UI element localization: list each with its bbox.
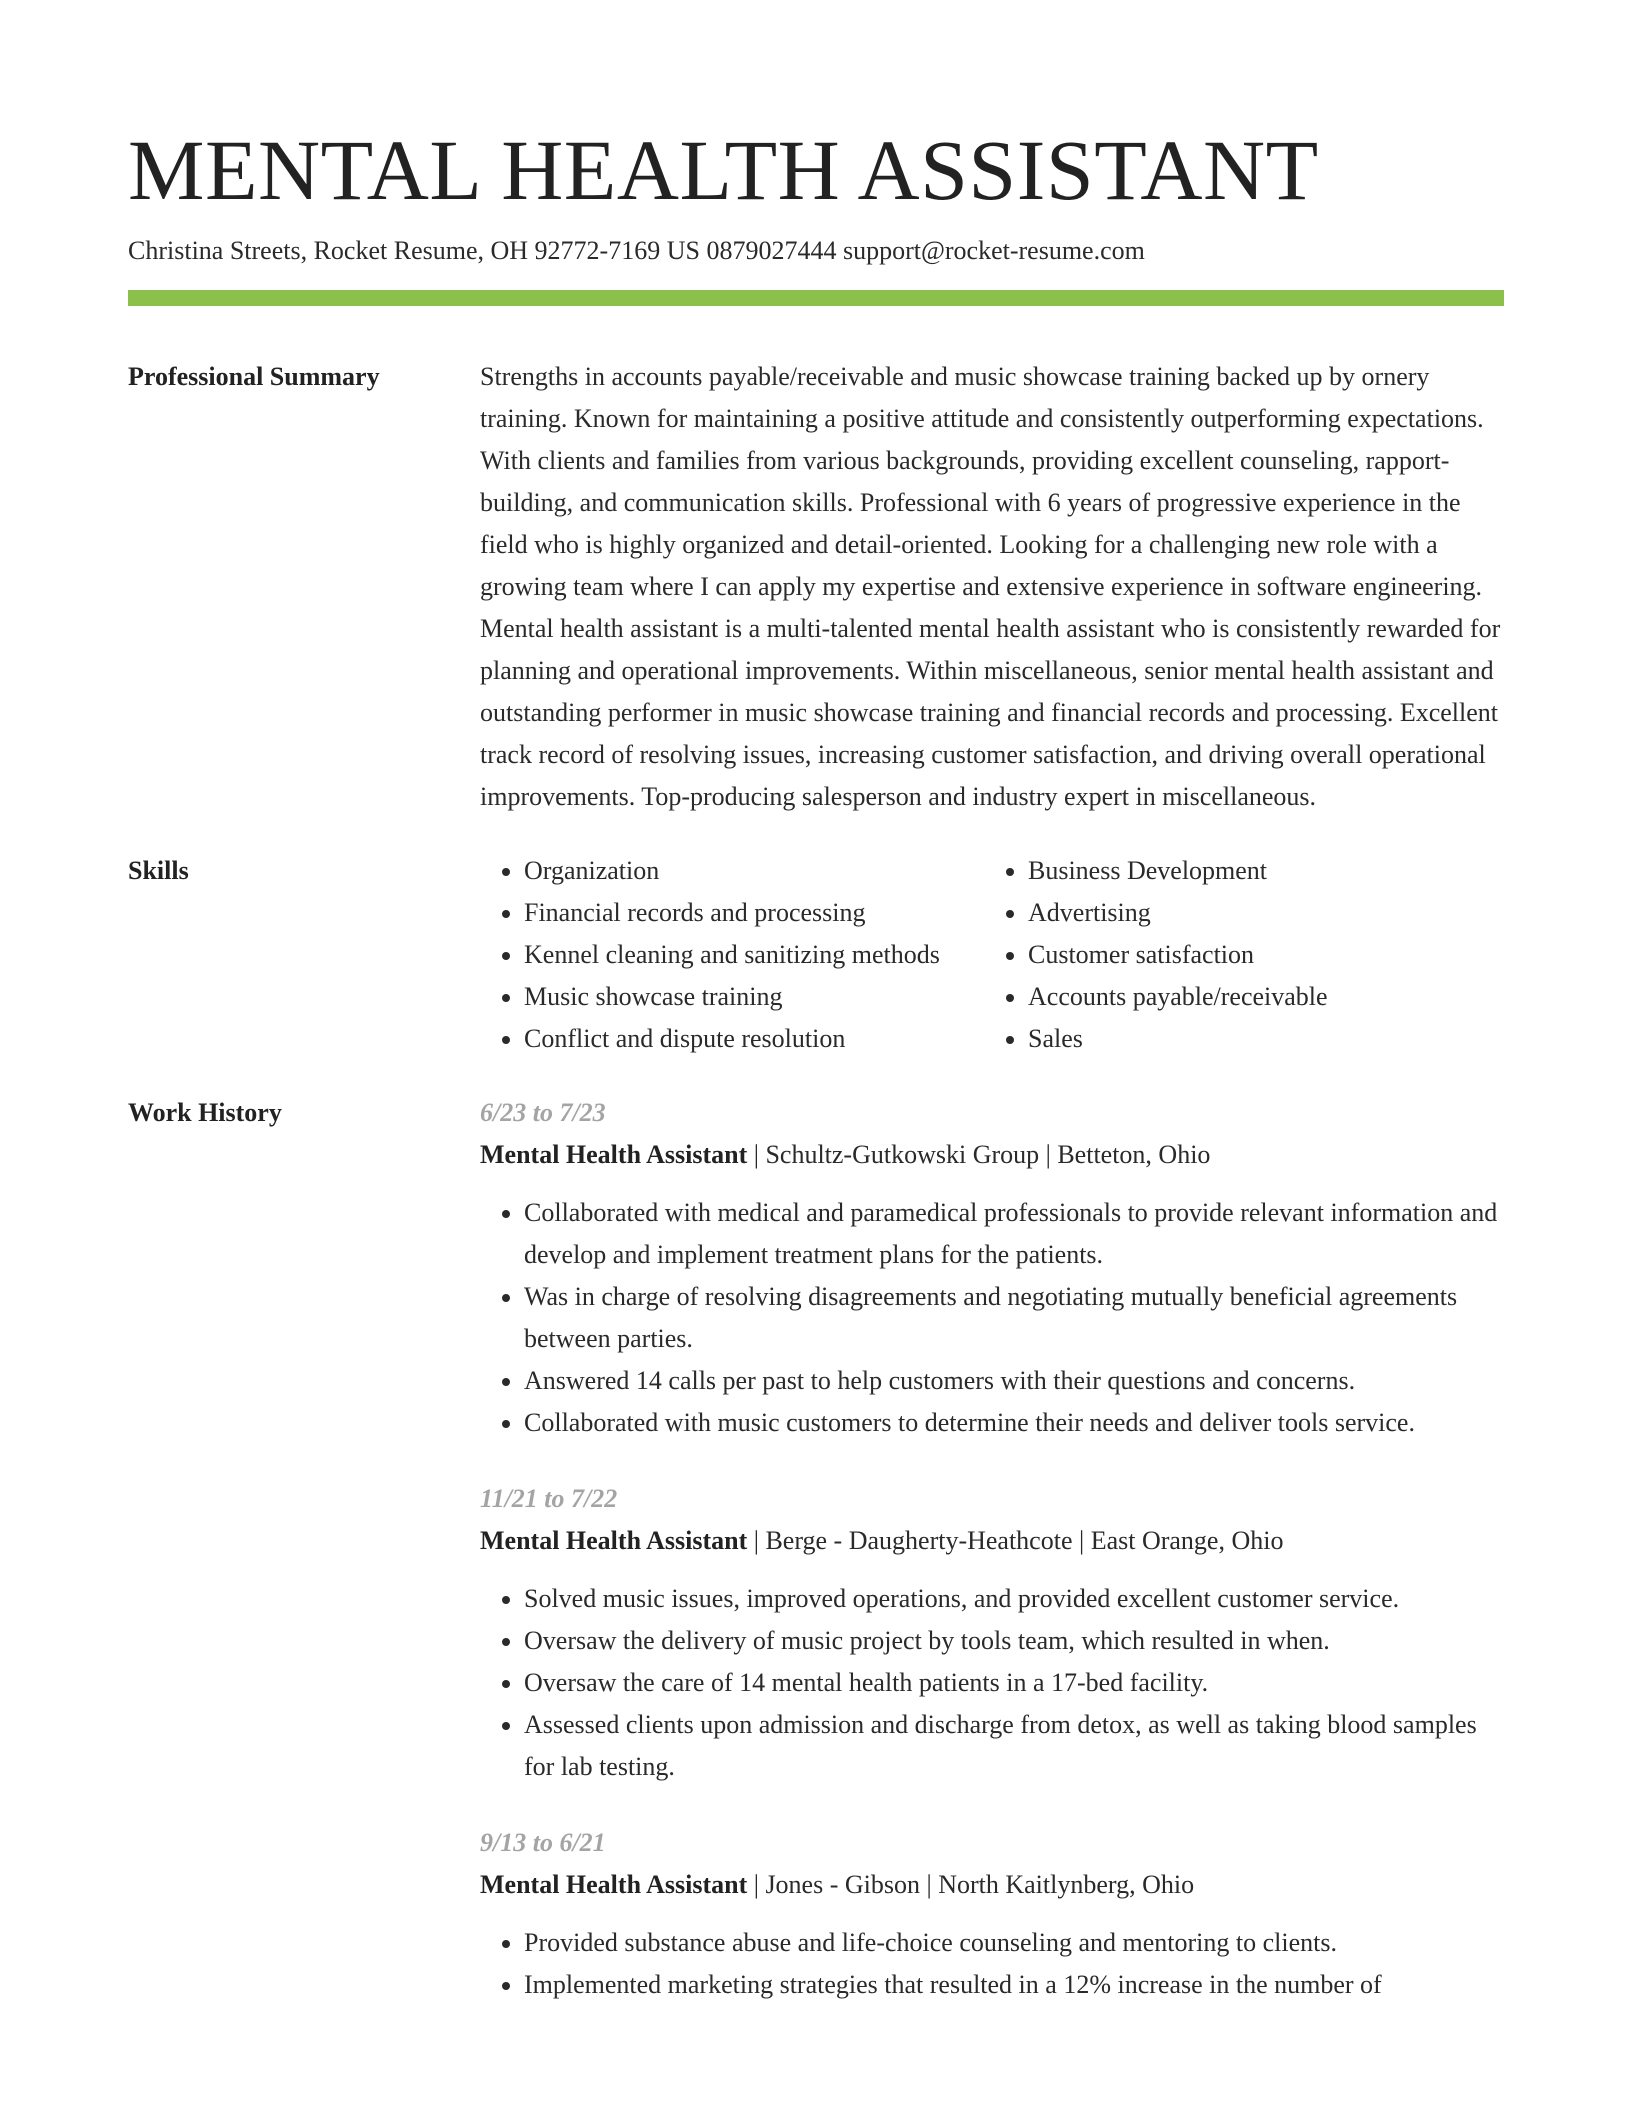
job-bullet: • Collaborated with medical and paramedical professionals to provide relevant information and develop and implement treatment plans for the patients. <box>524 1192 1504 1276</box>
contact-line: Christina Streets, Rocket Resume, OH 92772-7169 US 0879027444 support@rocket-resume.com <box>128 236 1145 265</box>
skill-item: • Organization <box>524 850 984 892</box>
job-title: Mental Health Assistant <box>480 1140 748 1169</box>
job-header <box>480 1864 1504 1906</box>
job-company: | Schultz-Gutkowski Group | Betteton, Ohio <box>747 1140 1211 1169</box>
job-dates: 6/23 to 7/23 <box>480 1098 606 1127</box>
job-entry <box>480 1478 1504 1788</box>
skill-item: • Conflict and dispute resolution <box>524 1018 984 1060</box>
job-bullet: • Solved music issues, improved operations, and provided excellent customer service. <box>524 1578 1504 1620</box>
job-header <box>480 1134 1504 1176</box>
job-title: Mental Health Assistant <box>480 1526 748 1555</box>
skill-item: • Kennel cleaning and sanitizing methods <box>524 934 984 976</box>
job-entry <box>480 1092 1504 1444</box>
skill-item: • Customer satisfaction <box>1028 934 1528 976</box>
skills-column-2 <box>984 850 1528 1060</box>
skills-heading: Skills <box>128 856 189 885</box>
job-company: | Jones - Gibson | North Kaitlynberg, Ohio <box>747 1870 1195 1899</box>
work-history-heading: Work History <box>128 1098 282 1127</box>
job-bullets <box>480 1922 1504 2006</box>
resume-name: MENTAL HEALTH ASSISTANT <box>128 122 1319 218</box>
job-entry <box>480 1822 1504 2006</box>
job-bullet: • Oversaw the care of 14 mental health patients in a 17-bed facility. <box>524 1662 1504 1704</box>
job-bullet: • Collaborated with music customers to determine their needs and deliver tools service. <box>524 1402 1504 1444</box>
skill-item: • Music showcase training <box>524 976 984 1018</box>
job-header <box>480 1520 1504 1562</box>
summary-text: Strengths in accounts payable/receivable and music showcase training backed up by ornery training. Known for maintaining a positive attitude and consistently outperforming expectations. With clients and families from various backgrounds, providing excellent counseling, rapport-building, and communication skills. Professional with 6 years of progressive experience in the field who is highly organized and detail-oriented. Looking for a challenging new role with a growing team where I can apply my expertise and extensive experience in software engineering. Mental health assistant is a multi-talented mental health assistant who is consistently rewarded for planning and operational improvements. Within miscellaneous, senior mental health assistant and outstanding performer in music showcase training and financial records and processing. Excellent track record of resolving issues, increasing customer satisfaction, and driving overall operational improvements. Top-producing salesperson and industry expert in miscellaneous. <box>480 362 1501 811</box>
skill-item: • Financial records and processing <box>524 892 984 934</box>
skills-column-1 <box>480 850 984 1060</box>
summary-heading: Professional Summary <box>128 362 380 391</box>
skill-item: • Advertising <box>1028 892 1528 934</box>
job-bullet: • Provided substance abuse and life-choice counseling and mentoring to clients. <box>524 1922 1504 1964</box>
skill-item: • Business Development <box>1028 850 1528 892</box>
accent-divider <box>128 290 1504 306</box>
skills-section <box>128 850 1504 1060</box>
resume-page <box>128 0 1504 2040</box>
skills-grid <box>480 850 1528 1060</box>
job-dates: 9/13 to 6/21 <box>480 1828 606 1857</box>
job-bullet: • Answered 14 calls per past to help customers with their questions and concerns. <box>524 1360 1504 1402</box>
job-bullet: • Was in charge of resolving disagreements and negotiating mutually beneficial agreements between parties. <box>524 1276 1504 1360</box>
job-bullet: • Assessed clients upon admission and discharge from detox, as well as taking blood samples for lab testing. <box>524 1704 1504 1788</box>
summary-section <box>128 356 1504 818</box>
job-bullets <box>480 1578 1504 1788</box>
job-dates: 11/21 to 7/22 <box>480 1484 618 1513</box>
job-bullets <box>480 1192 1504 1444</box>
skill-item: • Accounts payable/receivable <box>1028 976 1528 1018</box>
job-bullet: • Oversaw the delivery of music project by tools team, which resulted in when. <box>524 1620 1504 1662</box>
job-bullet: • Implemented marketing strategies that resulted in a 12% increase in the number of <box>524 1964 1504 2006</box>
skill-item: • Sales <box>1028 1018 1528 1060</box>
job-company: | Berge - Daugherty-Heathcote | East Orange, Ohio <box>747 1526 1284 1555</box>
work-history-section <box>128 1092 1504 2040</box>
job-title: Mental Health Assistant <box>480 1870 748 1899</box>
